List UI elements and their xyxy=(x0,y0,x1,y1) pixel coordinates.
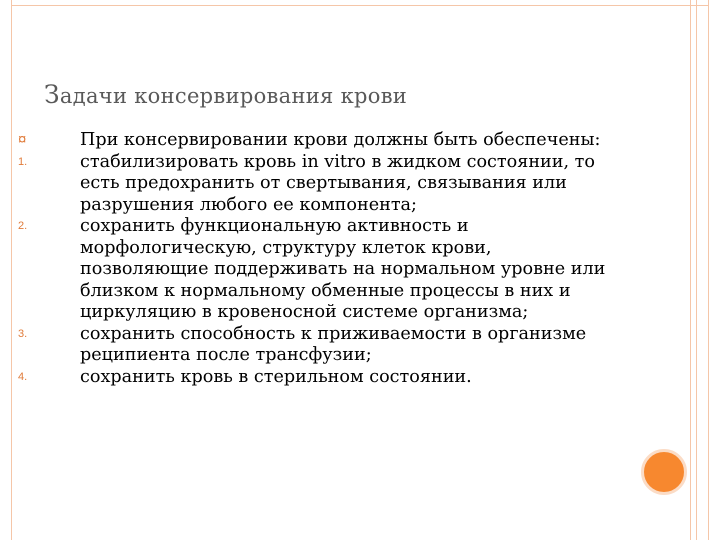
right-border-line-outer xyxy=(708,0,709,540)
title-initial-letter: З xyxy=(44,80,60,109)
list-item-2 xyxy=(18,216,618,324)
item-number: 3. xyxy=(18,327,28,340)
item-number: 4. xyxy=(18,370,28,383)
item-text: сохранить функциональную активность и морфологическую, структуру клеток крови, позволяющие поддерживать на нормальном уровне или близком к нормальному обменные процессы в них и циркуляцию в кровеносной системе организма; xyxy=(80,216,606,322)
list-item-4 xyxy=(18,367,618,389)
left-border-line xyxy=(11,0,12,540)
list-item-3 xyxy=(18,324,618,367)
item-number: 2. xyxy=(18,220,28,232)
top-border-line xyxy=(11,5,708,6)
item-text: стабилизировать кровь in vitro в жидком состоянии, то есть предохранить от свертывания, связывания или разрушения любого ее компонента; xyxy=(80,151,596,215)
decorative-circle xyxy=(641,449,687,495)
right-border-line-middle xyxy=(696,0,697,540)
slide-content xyxy=(18,130,618,388)
item-number: 1. xyxy=(18,155,28,168)
slide-title xyxy=(44,80,407,109)
list-item-1 xyxy=(18,152,618,217)
intro-item xyxy=(18,130,618,152)
right-border-line-inner xyxy=(690,0,691,540)
item-text: При консервировании крови должны быть обеспечены: xyxy=(80,130,601,150)
title-rest: адачи консервирования крови xyxy=(59,84,408,108)
bullet-icon: ¤ xyxy=(18,131,27,148)
item-text: сохранить кровь в стерильном состоянии. xyxy=(80,366,472,387)
item-text: сохранить способность к приживаемости в организме реципиента после трансфузии; xyxy=(80,323,587,365)
